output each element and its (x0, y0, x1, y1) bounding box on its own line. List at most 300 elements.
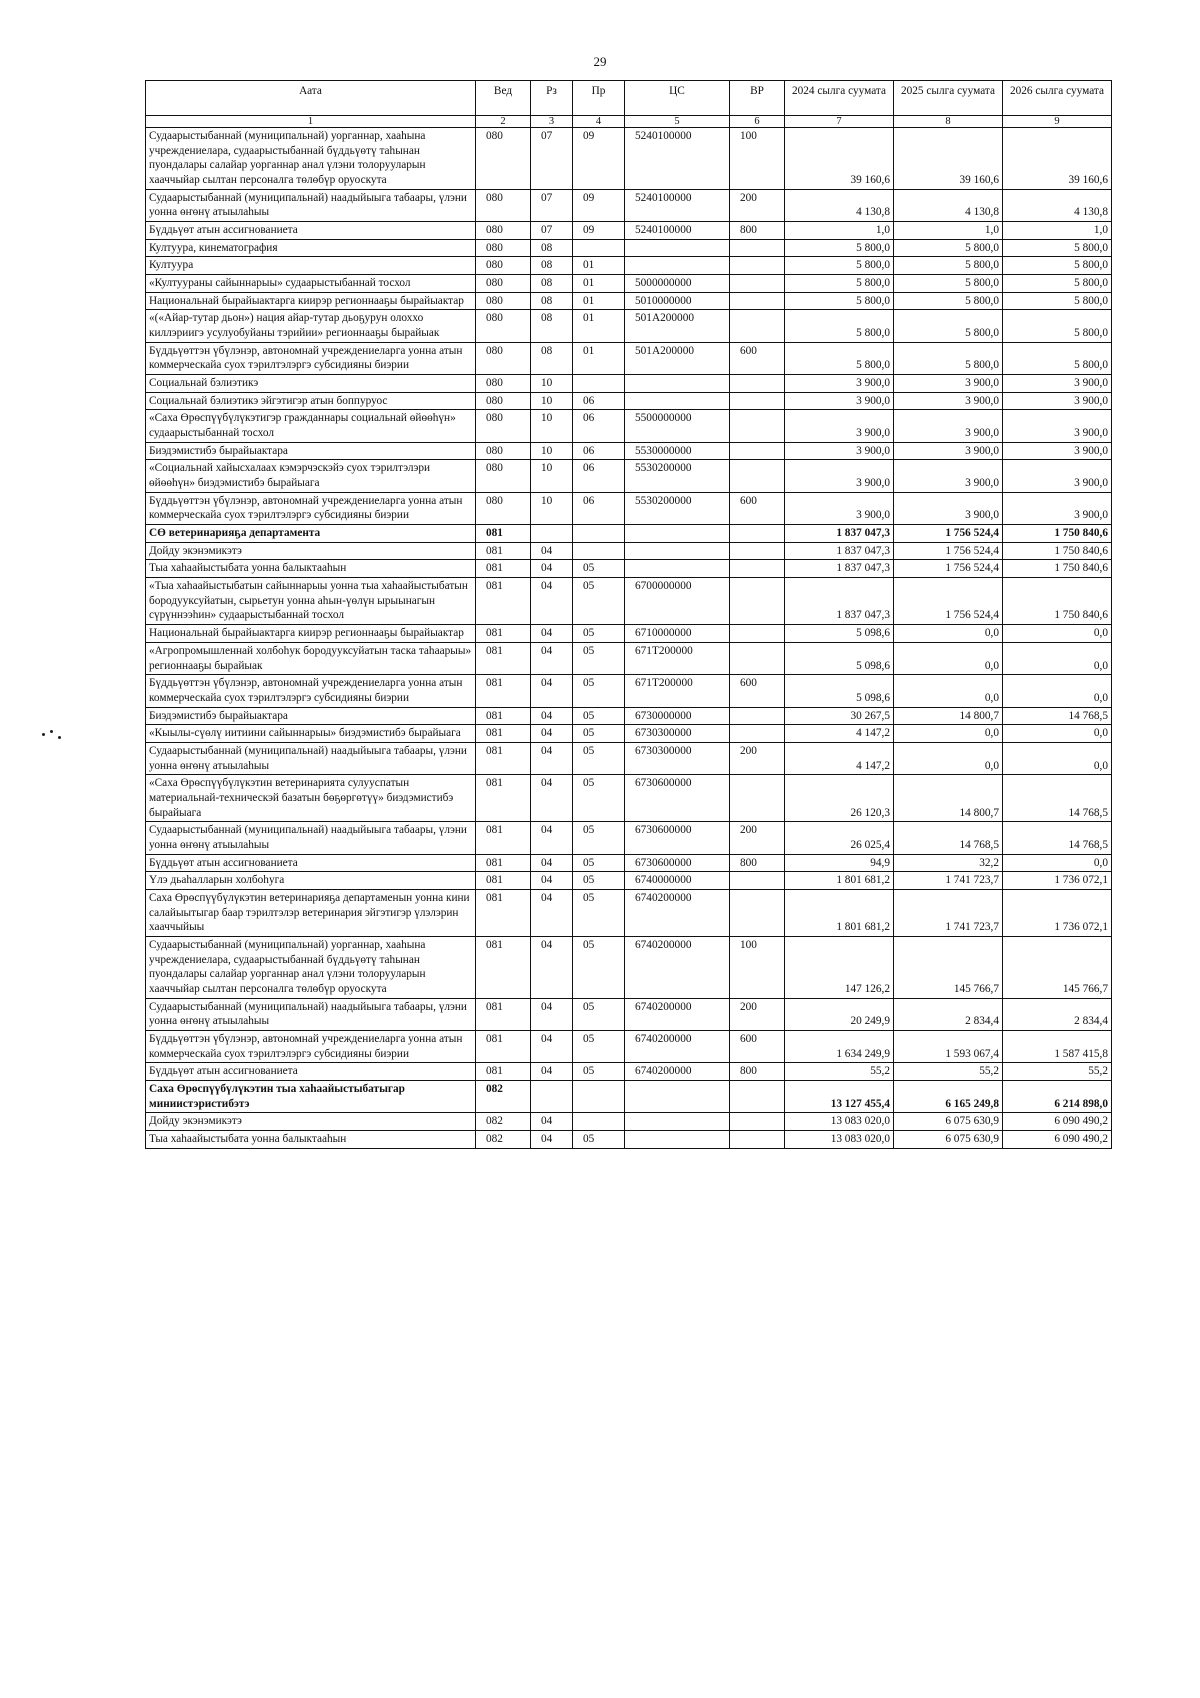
row-pr: 05 (573, 1130, 625, 1148)
row-amount-2026: 6 090 490,2 (1003, 1113, 1112, 1131)
row-cs: 6740200000 (625, 1030, 730, 1062)
row-pr: 01 (573, 342, 625, 374)
table-row (146, 775, 1112, 822)
row-amount-2026: 6 090 490,2 (1003, 1130, 1112, 1148)
row-cs: 501А200000 (625, 342, 730, 374)
row-amount-2024: 13 083 020,0 (785, 1130, 894, 1148)
row-amount-2026: 39 160,6 (1003, 128, 1112, 190)
row-ved: 081 (476, 742, 531, 774)
row-cs (625, 239, 730, 257)
scan-speck (58, 736, 61, 739)
row-amount-2024: 5 800,0 (785, 310, 894, 342)
row-amount-2024: 5 800,0 (785, 292, 894, 310)
row-name: Саха Өрөспүүбүлүкэтин тыа хаһаайыстыбатыгар миниистэристибэтэ (146, 1080, 476, 1112)
row-amount-2026: 14 768,5 (1003, 775, 1112, 822)
col-header-vr: ВР (730, 81, 785, 116)
row-pr: 05 (573, 642, 625, 674)
row-amount-2025: 1 741 723,7 (894, 872, 1003, 890)
row-vr (730, 1113, 785, 1131)
row-amount-2024: 26 025,4 (785, 822, 894, 854)
row-ved: 080 (476, 410, 531, 442)
row-pr: 01 (573, 257, 625, 275)
row-amount-2024: 26 120,3 (785, 775, 894, 822)
budget-table (145, 80, 1112, 1149)
row-amount-2025: 3 900,0 (894, 460, 1003, 492)
row-amount-2026: 3 900,0 (1003, 442, 1112, 460)
row-rz: 04 (531, 542, 573, 560)
row-amount-2024: 39 160,6 (785, 128, 894, 190)
row-amount-2024: 5 098,6 (785, 675, 894, 707)
row-ved: 081 (476, 822, 531, 854)
row-pr: 05 (573, 725, 625, 743)
row-name: Бүддьүөттэн үбүлэнэр, автономнай учреждениеларга уонна атын коммерческайа суох тэрилтэлэргэ субсидияны биэрии (146, 492, 476, 524)
row-amount-2024: 5 800,0 (785, 239, 894, 257)
row-amount-2025: 1 756 524,4 (894, 560, 1003, 578)
row-vr: 600 (730, 1030, 785, 1062)
row-vr: 800 (730, 854, 785, 872)
row-name: Бүддьүөттэн үбүлэнэр, автономнай учреждениеларга уонна атын коммерческайа суох тэрилтэлэргэ субсидияны биэрии (146, 342, 476, 374)
table-row-section (146, 1080, 1112, 1112)
row-rz: 10 (531, 410, 573, 442)
col-number: 6 (730, 116, 785, 128)
row-amount-2026: 5 800,0 (1003, 239, 1112, 257)
row-amount-2025: 3 900,0 (894, 492, 1003, 524)
row-amount-2026: 55,2 (1003, 1063, 1112, 1081)
row-ved: 081 (476, 675, 531, 707)
row-cs: 6730600000 (625, 854, 730, 872)
row-name: «Саха Өрөспүүбүлүкэтигэр гражданнары социальнай өйөөһүн» судаарыстыбаннай тосхол (146, 410, 476, 442)
row-rz: 04 (531, 854, 573, 872)
row-amount-2024: 3 900,0 (785, 492, 894, 524)
row-amount-2026: 2 834,4 (1003, 998, 1112, 1030)
row-ved: 080 (476, 239, 531, 257)
table-row (146, 257, 1112, 275)
row-name: Национальнай бырайыактарга киирэр регионнааҕы бырайыактар (146, 292, 476, 310)
row-rz: 08 (531, 239, 573, 257)
row-amount-2026: 0,0 (1003, 642, 1112, 674)
row-amount-2024: 5 098,6 (785, 625, 894, 643)
row-amount-2025: 5 800,0 (894, 310, 1003, 342)
row-ved: 081 (476, 775, 531, 822)
row-amount-2025: 1 741 723,7 (894, 889, 1003, 936)
row-amount-2026: 1 750 840,6 (1003, 560, 1112, 578)
row-vr (730, 560, 785, 578)
table-row (146, 492, 1112, 524)
row-pr: 05 (573, 889, 625, 936)
row-amount-2025: 0,0 (894, 725, 1003, 743)
row-rz (531, 1080, 573, 1112)
row-cs: 6740200000 (625, 998, 730, 1030)
row-vr (730, 542, 785, 560)
table-row (146, 936, 1112, 998)
row-amount-2024: 3 900,0 (785, 375, 894, 393)
row-cs (625, 542, 730, 560)
row-vr (730, 275, 785, 293)
row-vr (730, 239, 785, 257)
row-amount-2025: 3 900,0 (894, 442, 1003, 460)
col-number: 7 (785, 116, 894, 128)
row-ved: 081 (476, 542, 531, 560)
row-vr: 200 (730, 189, 785, 221)
row-rz: 04 (531, 1030, 573, 1062)
row-amount-2025: 3 900,0 (894, 392, 1003, 410)
row-vr (730, 625, 785, 643)
row-amount-2024: 30 267,5 (785, 707, 894, 725)
row-rz: 08 (531, 275, 573, 293)
row-name: Судаарыстыбаннай (муниципальнай) уорганнар, хааһына учреждениелара, судаарыстыбаннай бүддьүөтү таһынан пуондалары салайар уорганнар анал үлэни толорууларын хааччыйар сылтан персоналга төлөбүр оруоскута (146, 936, 476, 998)
row-amount-2024: 4 147,2 (785, 742, 894, 774)
row-name: Саха Өрөспүүбүлүкэтин ветеринарияҕа департаменын уонна кини салайыытыгар баар тэрилтэлэр ветеринария эйгэтигэр үлэлэрин хааччыйыы (146, 889, 476, 936)
table-row-section (146, 525, 1112, 543)
row-vr (730, 375, 785, 393)
row-ved: 081 (476, 854, 531, 872)
table-row (146, 854, 1112, 872)
table-row (146, 1130, 1112, 1148)
row-amount-2026: 3 900,0 (1003, 392, 1112, 410)
row-amount-2024: 13 127 455,4 (785, 1080, 894, 1112)
row-pr: 09 (573, 222, 625, 240)
row-vr (730, 707, 785, 725)
row-rz: 10 (531, 392, 573, 410)
row-ved: 081 (476, 625, 531, 643)
row-ved: 080 (476, 375, 531, 393)
header-row (146, 81, 1112, 116)
row-amount-2026: 1,0 (1003, 222, 1112, 240)
row-rz: 04 (531, 998, 573, 1030)
row-cs (625, 257, 730, 275)
row-name: «Тыа хаһаайыстыбатын сайыннарыы уонна тыа хаһаайыстыбатын бородууксуйатын, сырьетун уонна аһын-үөлүн ырыынагын сүрүннээһин» судаарыстыбаннай тосхол (146, 578, 476, 625)
table-row (146, 675, 1112, 707)
row-amount-2025: 2 834,4 (894, 998, 1003, 1030)
row-cs: 5240100000 (625, 189, 730, 221)
row-name: Бүддьүөттэн үбүлэнэр, автономнай учреждениеларга уонна атын коммерческайа суох тэрилтэлэргэ субсидияны биэрии (146, 675, 476, 707)
table-row (146, 375, 1112, 393)
table-row (146, 872, 1112, 890)
row-amount-2026: 1 736 072,1 (1003, 889, 1112, 936)
row-amount-2025: 5 800,0 (894, 275, 1003, 293)
row-rz: 10 (531, 375, 573, 393)
row-amount-2026: 5 800,0 (1003, 275, 1112, 293)
row-amount-2025: 39 160,6 (894, 128, 1003, 190)
row-ved: 080 (476, 492, 531, 524)
row-amount-2026: 3 900,0 (1003, 375, 1112, 393)
row-rz: 04 (531, 1063, 573, 1081)
row-vr: 800 (730, 1063, 785, 1081)
row-cs: 6730300000 (625, 742, 730, 774)
row-rz: 08 (531, 257, 573, 275)
row-amount-2026: 14 768,5 (1003, 707, 1112, 725)
row-vr (730, 310, 785, 342)
row-pr: 06 (573, 392, 625, 410)
row-amount-2025: 55,2 (894, 1063, 1003, 1081)
row-vr (730, 775, 785, 822)
row-cs: 5530000000 (625, 442, 730, 460)
table-row (146, 275, 1112, 293)
row-amount-2024: 5 098,6 (785, 642, 894, 674)
row-cs: 6740000000 (625, 872, 730, 890)
row-amount-2026: 0,0 (1003, 725, 1112, 743)
table-row (146, 642, 1112, 674)
row-name: Биэдэмистибэ бырайыактара (146, 442, 476, 460)
row-pr: 06 (573, 410, 625, 442)
row-ved: 081 (476, 707, 531, 725)
row-amount-2024: 1 837 047,3 (785, 560, 894, 578)
row-amount-2024: 3 900,0 (785, 410, 894, 442)
row-amount-2025: 6 075 630,9 (894, 1130, 1003, 1148)
row-pr (573, 1080, 625, 1112)
row-amount-2025: 3 900,0 (894, 410, 1003, 442)
row-name: Судаарыстыбаннай (муниципальнай) уорганнар, хааһына учреждениелара, судаарыстыбаннай бүддьүөтү таһынан пуондалары салайар уорганнар анал үлэни толорууларын хааччыйар сылтан персоналга төлөбүр оруоскута (146, 128, 476, 190)
row-pr: 09 (573, 128, 625, 190)
row-amount-2024: 3 900,0 (785, 392, 894, 410)
row-name: Дойду экэнэмикэтэ (146, 542, 476, 560)
row-amount-2025: 145 766,7 (894, 936, 1003, 998)
column-number-row (146, 116, 1112, 128)
row-name: Социальнай бэлиэтикэ эйгэтигэр атын боппуруос (146, 392, 476, 410)
row-ved: 080 (476, 189, 531, 221)
row-amount-2025: 5 800,0 (894, 342, 1003, 374)
row-amount-2024: 55,2 (785, 1063, 894, 1081)
row-rz: 07 (531, 128, 573, 190)
row-pr: 06 (573, 442, 625, 460)
row-name: Култуура (146, 257, 476, 275)
row-vr (730, 872, 785, 890)
row-amount-2024: 5 800,0 (785, 257, 894, 275)
col-number: 1 (146, 116, 476, 128)
col-header-2025: 2025 сылга суумата (894, 81, 1003, 116)
row-vr: 600 (730, 342, 785, 374)
table-body (146, 128, 1112, 1149)
row-pr: 05 (573, 1030, 625, 1062)
row-cs: 6740200000 (625, 889, 730, 936)
row-pr: 05 (573, 707, 625, 725)
row-name: Дойду экэнэмикэтэ (146, 1113, 476, 1131)
row-ved: 081 (476, 1030, 531, 1062)
row-vr (730, 642, 785, 674)
row-amount-2026: 5 800,0 (1003, 292, 1112, 310)
row-cs: 5530200000 (625, 460, 730, 492)
scan-speck (42, 733, 45, 736)
row-vr: 200 (730, 998, 785, 1030)
row-amount-2024: 4 147,2 (785, 725, 894, 743)
row-rz: 08 (531, 310, 573, 342)
row-vr: 200 (730, 742, 785, 774)
row-amount-2026: 3 900,0 (1003, 460, 1112, 492)
row-ved: 082 (476, 1130, 531, 1148)
row-cs (625, 1113, 730, 1131)
row-cs: 5500000000 (625, 410, 730, 442)
row-name: Бүддьүөт атын ассигнованиета (146, 1063, 476, 1081)
row-name: Судаарыстыбаннай (муниципальнай) наадыйыыга табаары, үлэни уонна өҥөнү атыылаһыы (146, 742, 476, 774)
row-cs (625, 1080, 730, 1112)
row-ved: 081 (476, 1063, 531, 1081)
table-row (146, 707, 1112, 725)
row-rz: 04 (531, 1130, 573, 1148)
row-vr (730, 392, 785, 410)
row-amount-2025: 1 756 524,4 (894, 542, 1003, 560)
row-amount-2026: 1 750 840,6 (1003, 542, 1112, 560)
row-cs: 671T200000 (625, 642, 730, 674)
row-rz: 10 (531, 442, 573, 460)
table-row (146, 128, 1112, 190)
row-ved: 080 (476, 392, 531, 410)
row-amount-2025: 14 768,5 (894, 822, 1003, 854)
col-header-2026: 2026 сылга суумата (1003, 81, 1112, 116)
row-name: «Саха Өрөспүүбүлүкэтин ветеринарията сулууспатын материальнай-техническэй базатын бөҕөргөтүү» биэдэмистибэ бырайыага (146, 775, 476, 822)
row-cs: 6740200000 (625, 1063, 730, 1081)
row-amount-2025: 0,0 (894, 642, 1003, 674)
row-rz: 04 (531, 675, 573, 707)
row-cs: 6730600000 (625, 775, 730, 822)
table-row (146, 542, 1112, 560)
row-pr: 01 (573, 292, 625, 310)
row-amount-2025: 0,0 (894, 675, 1003, 707)
row-vr: 600 (730, 492, 785, 524)
row-vr (730, 525, 785, 543)
col-number: 2 (476, 116, 531, 128)
page-number: 29 (593, 54, 607, 69)
table-row (146, 1113, 1112, 1131)
row-cs: 5530200000 (625, 492, 730, 524)
row-name: Судаарыстыбаннай (муниципальнай) наадыйыыга табаары, үлэни уонна өҥөнү атыылаһыы (146, 189, 476, 221)
col-header-2024: 2024 сылга суумата (785, 81, 894, 116)
row-amount-2025: 1 756 524,4 (894, 578, 1003, 625)
table-row (146, 442, 1112, 460)
row-name: Тыа хаһаайыстыбата уонна балыктааһын (146, 1130, 476, 1148)
row-amount-2024: 3 900,0 (785, 460, 894, 492)
table-row (146, 292, 1112, 310)
row-vr (730, 292, 785, 310)
table-row (146, 239, 1112, 257)
row-amount-2026: 0,0 (1003, 675, 1112, 707)
row-pr: 05 (573, 1063, 625, 1081)
row-amount-2026: 5 800,0 (1003, 257, 1112, 275)
row-amount-2024: 1 837 047,3 (785, 525, 894, 543)
row-pr: 05 (573, 936, 625, 998)
row-vr (730, 725, 785, 743)
row-name: Култуура, кинематография (146, 239, 476, 257)
row-pr (573, 1113, 625, 1131)
row-cs (625, 375, 730, 393)
row-rz: 04 (531, 642, 573, 674)
row-amount-2025: 0,0 (894, 742, 1003, 774)
row-ved: 081 (476, 642, 531, 674)
row-rz (531, 525, 573, 543)
row-rz: 04 (531, 625, 573, 643)
row-name: «Кыылы-сүөлү иитиини сайыннарыы» биэдэмистибэ бырайыага (146, 725, 476, 743)
row-vr (730, 889, 785, 936)
row-name: «Социальнай хайысхалаах кэмэрчэскэйэ суох тэрилтэлэри өйөөһүн» биэдэмистибэ бырайыага (146, 460, 476, 492)
table-row (146, 342, 1112, 374)
table-row (146, 1063, 1112, 1081)
row-cs: 5010000000 (625, 292, 730, 310)
row-cs (625, 1130, 730, 1148)
row-name: Социальнай бэлиэтикэ (146, 375, 476, 393)
row-vr (730, 410, 785, 442)
row-vr (730, 1080, 785, 1112)
row-amount-2025: 1 593 067,4 (894, 1030, 1003, 1062)
table-row (146, 578, 1112, 625)
row-name: Биэдэмистибэ бырайыактара (146, 707, 476, 725)
row-name: Национальнай бырайыактарга киирэр регионнааҕы бырайыактар (146, 625, 476, 643)
row-ved: 082 (476, 1113, 531, 1131)
row-vr: 800 (730, 222, 785, 240)
row-vr (730, 1130, 785, 1148)
row-cs: 6730600000 (625, 822, 730, 854)
row-rz: 07 (531, 222, 573, 240)
row-pr: 01 (573, 275, 625, 293)
row-vr (730, 442, 785, 460)
row-pr (573, 375, 625, 393)
row-amount-2024: 4 130,8 (785, 189, 894, 221)
row-ved: 081 (476, 936, 531, 998)
row-amount-2025: 3 900,0 (894, 375, 1003, 393)
row-ved: 081 (476, 889, 531, 936)
row-amount-2025: 14 800,7 (894, 707, 1003, 725)
table-row (146, 310, 1112, 342)
row-pr: 05 (573, 675, 625, 707)
col-header-name: Аата (146, 81, 476, 116)
row-vr: 100 (730, 128, 785, 190)
row-amount-2026: 3 900,0 (1003, 410, 1112, 442)
row-amount-2026: 0,0 (1003, 742, 1112, 774)
row-ved: 080 (476, 292, 531, 310)
row-amount-2025: 5 800,0 (894, 257, 1003, 275)
table-row (146, 742, 1112, 774)
row-amount-2026: 1 750 840,6 (1003, 525, 1112, 543)
row-amount-2026: 5 800,0 (1003, 310, 1112, 342)
row-pr: 01 (573, 310, 625, 342)
row-pr: 05 (573, 625, 625, 643)
row-cs: 501А200000 (625, 310, 730, 342)
table-row (146, 1030, 1112, 1062)
row-cs (625, 392, 730, 410)
row-pr: 05 (573, 998, 625, 1030)
row-pr: 05 (573, 822, 625, 854)
row-cs: 5240100000 (625, 128, 730, 190)
row-amount-2024: 20 249,9 (785, 998, 894, 1030)
row-amount-2025: 1 756 524,4 (894, 525, 1003, 543)
row-amount-2025: 0,0 (894, 625, 1003, 643)
row-amount-2024: 147 126,2 (785, 936, 894, 998)
row-amount-2025: 32,2 (894, 854, 1003, 872)
row-ved: 080 (476, 460, 531, 492)
col-number: 4 (573, 116, 625, 128)
row-amount-2024: 3 900,0 (785, 442, 894, 460)
col-number: 8 (894, 116, 1003, 128)
row-name: Бүддьүөт атын ассигнованиета (146, 222, 476, 240)
row-amount-2024: 1 634 249,9 (785, 1030, 894, 1062)
row-amount-2024: 5 800,0 (785, 275, 894, 293)
row-amount-2024: 13 083 020,0 (785, 1113, 894, 1131)
row-ved: 081 (476, 525, 531, 543)
row-pr: 05 (573, 854, 625, 872)
table-row (146, 222, 1112, 240)
row-pr: 06 (573, 492, 625, 524)
row-rz: 04 (531, 578, 573, 625)
table-row (146, 460, 1112, 492)
table-row (146, 889, 1112, 936)
row-ved: 081 (476, 578, 531, 625)
table-row (146, 392, 1112, 410)
col-header-pr: Пр (573, 81, 625, 116)
col-number: 5 (625, 116, 730, 128)
row-pr: 05 (573, 872, 625, 890)
row-pr: 09 (573, 189, 625, 221)
row-name: Бүддьүөттэн үбүлэнэр, автономнай учреждениеларга уонна атын коммерческайа суох тэрилтэлэргэ субсидияны биэрии (146, 1030, 476, 1062)
row-ved: 080 (476, 310, 531, 342)
row-amount-2025: 6 165 249,8 (894, 1080, 1003, 1112)
